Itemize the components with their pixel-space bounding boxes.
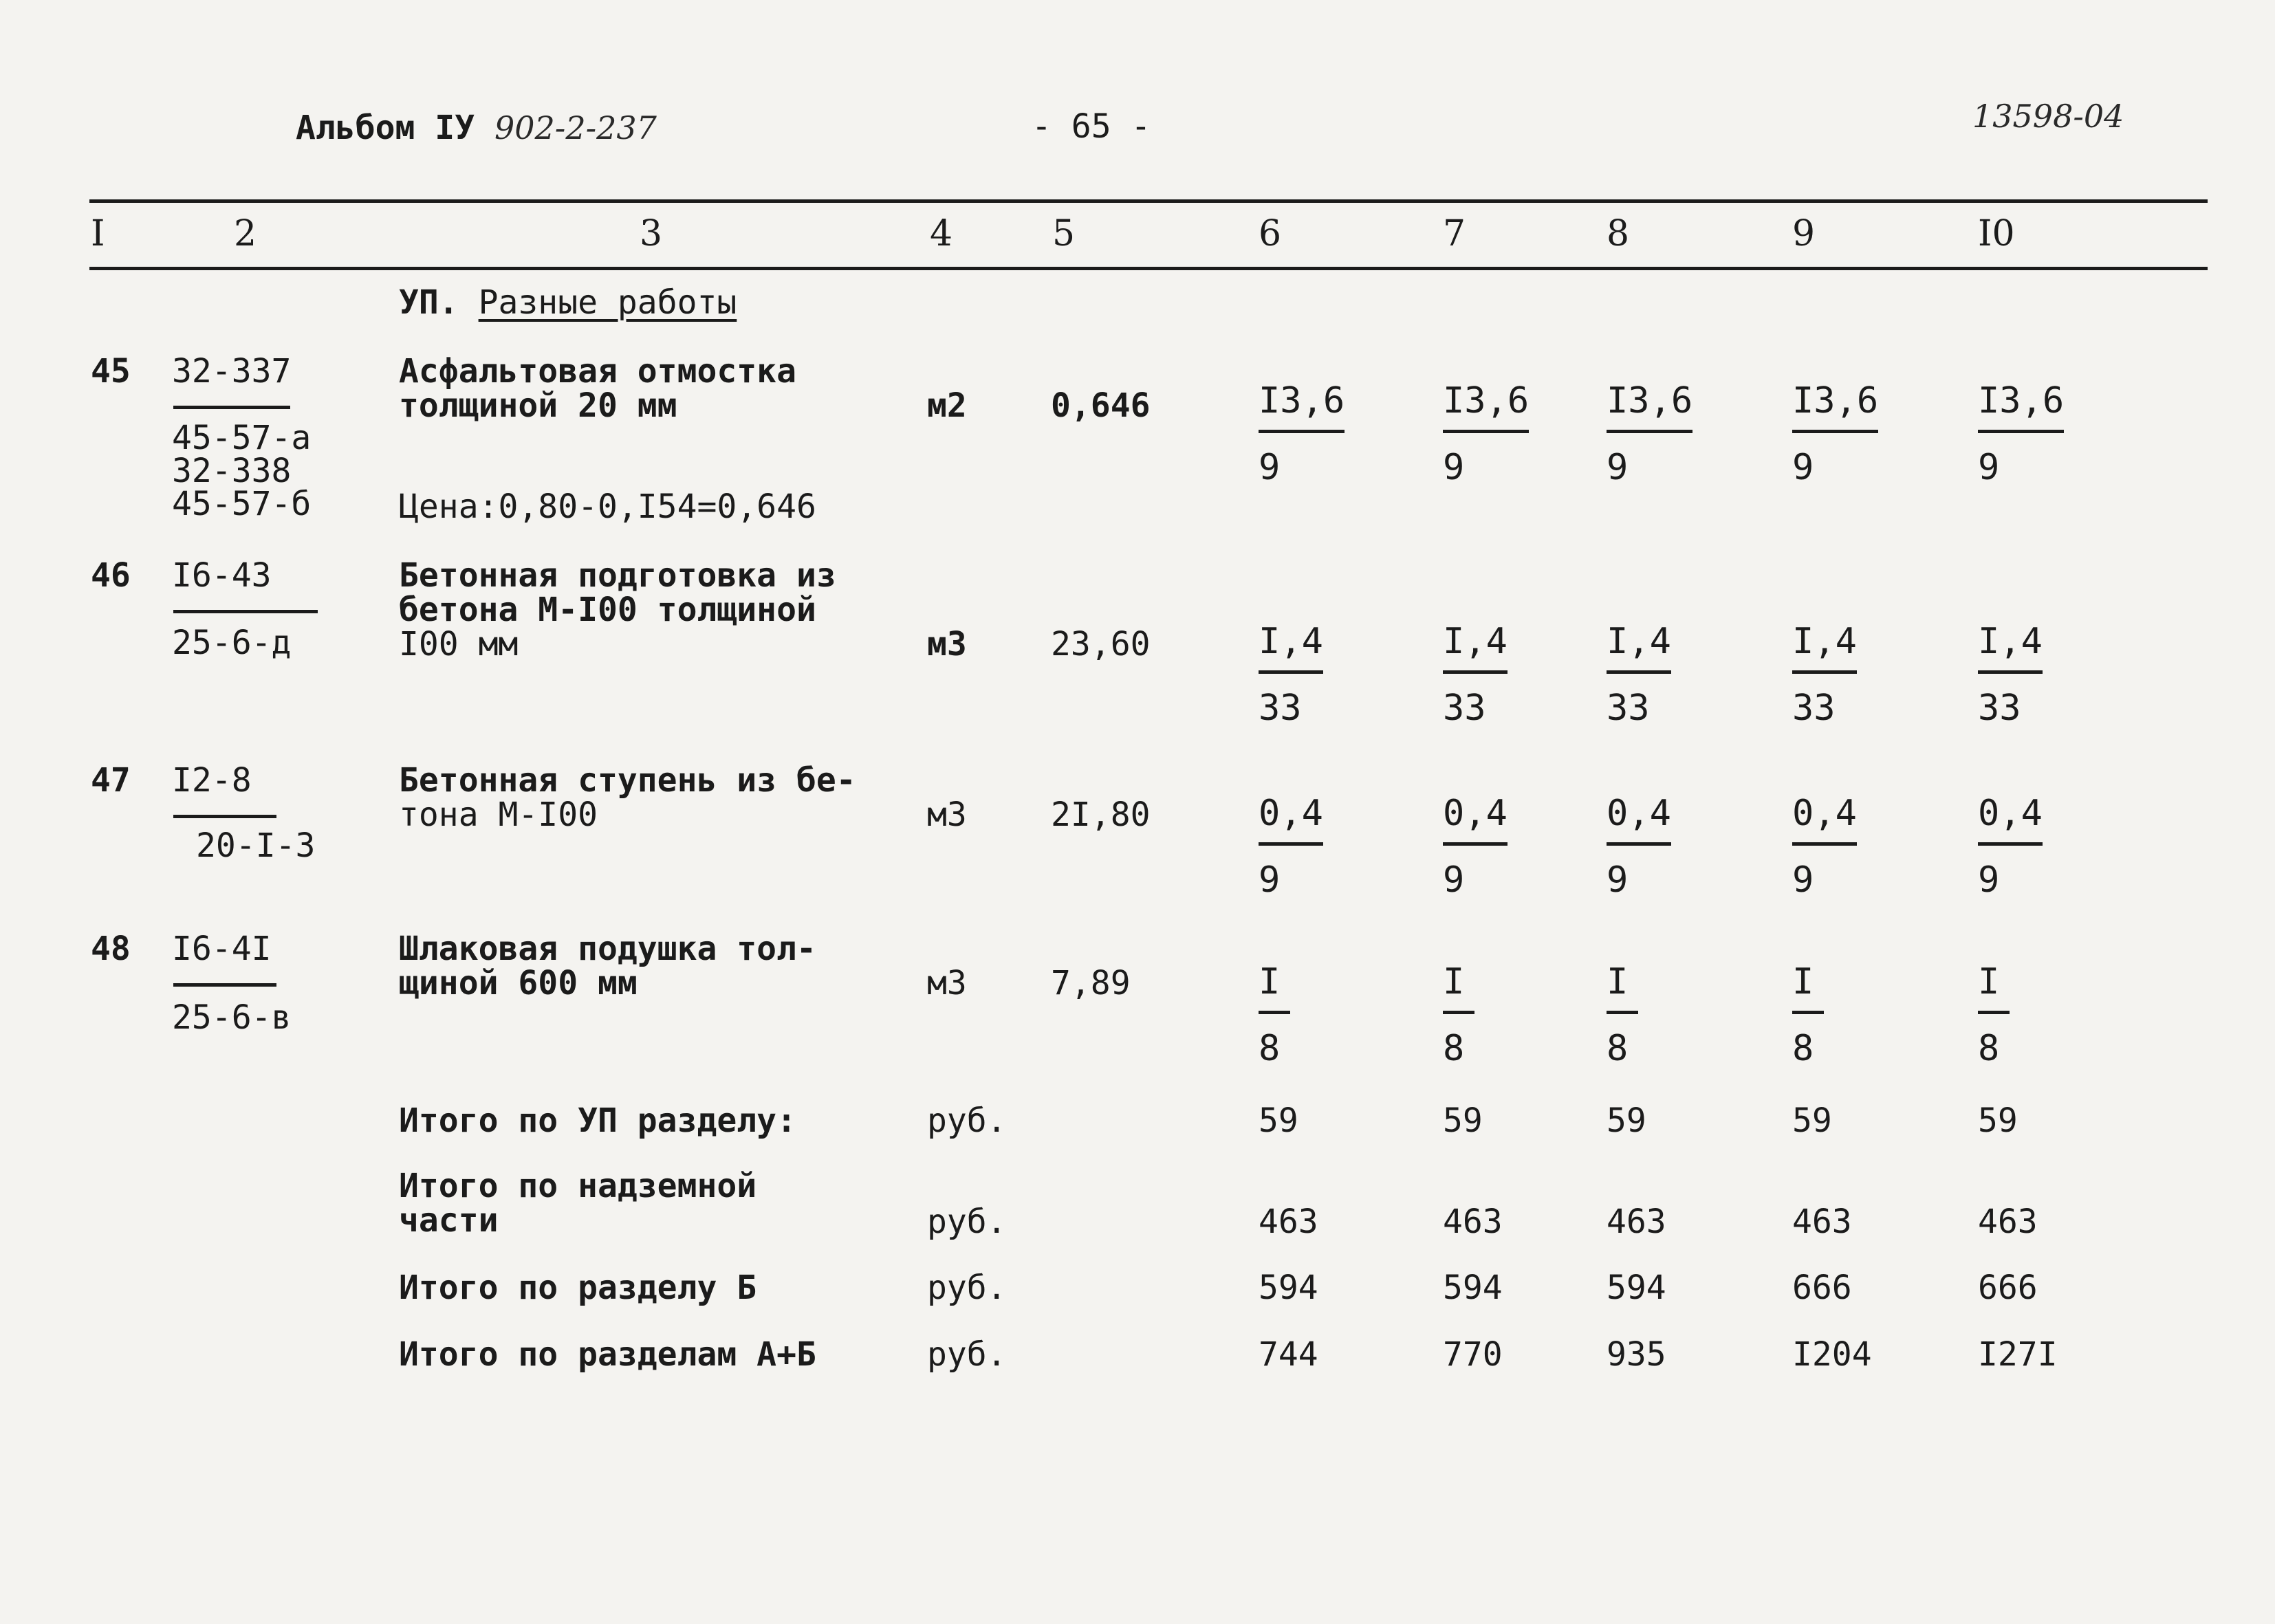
numerator: I3,6	[1607, 380, 1693, 421]
column-header: 6	[1259, 213, 1282, 254]
total-value: 594	[1443, 1269, 1503, 1307]
denominator: 9	[1443, 859, 1465, 901]
fraction-value	[1978, 794, 2043, 899]
work-description-line: Бетонная подготовка из	[399, 556, 836, 595]
quantity: 2I,80	[1051, 795, 1151, 834]
work-description-line: толщиной 20 мм	[399, 386, 677, 425]
fraction-bar	[1978, 670, 2043, 674]
total-value: 463	[1259, 1203, 1318, 1241]
denominator: 8	[1607, 1028, 1629, 1069]
total-value: 594	[1607, 1269, 1666, 1307]
fraction-value	[1607, 622, 1671, 727]
fraction-bar	[1443, 670, 1507, 674]
table-top-rule	[89, 199, 2208, 203]
fraction-bar	[1443, 842, 1507, 846]
fraction-bar	[1792, 1011, 1824, 1014]
fraction-bar	[1259, 1011, 1290, 1014]
work-description-line: тона М-I00	[399, 795, 598, 834]
denominator: 8	[1443, 1028, 1465, 1069]
total-value: 59	[1792, 1101, 1832, 1140]
row-number: 45	[91, 352, 131, 391]
total-value: 666	[1792, 1269, 1852, 1307]
total-value: 463	[1792, 1203, 1852, 1241]
norm-code: 32-338	[172, 452, 292, 490]
fraction-value	[1792, 622, 1857, 727]
total-value: 463	[1978, 1203, 2038, 1241]
column-header: I	[91, 213, 105, 254]
fraction-value	[1443, 382, 1529, 487]
code-divider	[173, 406, 290, 409]
norm-code: 45-57-б	[172, 485, 312, 523]
numerator: I	[1607, 961, 1629, 1002]
fraction-bar	[1259, 670, 1323, 674]
fraction-bar	[1607, 1011, 1638, 1014]
numerator: I3,6	[1259, 380, 1345, 421]
norm-code: 20-I-3	[196, 826, 316, 865]
norm-code: 25-6-в	[172, 998, 292, 1037]
numerator: 0,4	[1259, 793, 1323, 834]
total-unit: руб.	[927, 1203, 1007, 1241]
total-value: 59	[1607, 1101, 1646, 1140]
norm-code: I2-8	[172, 761, 252, 800]
quantity: 23,60	[1051, 625, 1151, 663]
total-value: 770	[1443, 1335, 1503, 1374]
denominator: 9	[1792, 859, 1814, 901]
denominator: 9	[1607, 859, 1629, 901]
code-divider	[173, 815, 276, 818]
quantity: 0,646	[1051, 386, 1151, 425]
table-header-rule	[89, 267, 2208, 270]
album-title: Альбом IУ	[296, 109, 475, 147]
numerator: I,4	[1607, 621, 1671, 662]
work-description-line: I00 мм	[399, 625, 519, 663]
fraction-value	[1978, 622, 2043, 727]
row-number: 47	[91, 761, 131, 800]
price-note: Цена:0,80-0,I54=0,646	[399, 487, 816, 526]
row-number: 48	[91, 930, 131, 968]
fraction-value	[1443, 963, 1474, 1068]
total-label: Итого по разделу Б	[399, 1269, 757, 1307]
fraction-value	[1792, 963, 1824, 1068]
fraction-bar	[1607, 842, 1671, 846]
numerator: I,4	[1978, 621, 2043, 662]
work-description-line: Шлаковая подушка тол-	[399, 930, 816, 968]
numerator: I,4	[1259, 621, 1323, 662]
denominator: 9	[1259, 859, 1281, 901]
section-title	[399, 285, 737, 320]
numerator: 0,4	[1978, 793, 2043, 834]
total-value: 59	[1443, 1101, 1483, 1140]
numerator: I	[1443, 961, 1465, 1002]
album-label	[296, 109, 657, 147]
fraction-value	[1607, 382, 1692, 487]
column-header: 5	[1052, 213, 1076, 254]
total-label: Итого по УП разделу:	[399, 1101, 796, 1140]
denominator: 9	[1978, 859, 2000, 901]
fraction-bar	[1978, 1011, 2010, 1014]
numerator: 0,4	[1792, 793, 1857, 834]
norm-code: 45-57-а	[172, 419, 312, 457]
denominator: 8	[1259, 1028, 1281, 1069]
column-header: 8	[1607, 213, 1630, 254]
fraction-value	[1259, 622, 1323, 727]
fraction-bar	[1443, 430, 1529, 433]
fraction-value	[1259, 794, 1323, 899]
work-description-line: щиной 600 мм	[399, 964, 638, 1002]
total-value: 59	[1978, 1101, 2018, 1140]
fraction-bar	[1607, 430, 1692, 433]
total-label: Итого по разделам А+Б	[399, 1335, 816, 1374]
total-label: части	[399, 1201, 499, 1240]
album-handwritten-number: 902-2-237	[494, 109, 657, 146]
work-description-line: Бетонная ступень из бе-	[399, 761, 856, 800]
total-value: 935	[1607, 1335, 1666, 1374]
denominator: 9	[1792, 447, 1814, 488]
numerator: I	[1792, 961, 1814, 1002]
denominator: 8	[1978, 1028, 2000, 1069]
fraction-value	[1978, 963, 2010, 1068]
numerator: I,4	[1443, 621, 1507, 662]
section-name: Разные работы	[478, 283, 737, 322]
denominator: 9	[1607, 447, 1629, 488]
column-header: I0	[1978, 213, 2015, 254]
total-unit: руб.	[927, 1335, 1007, 1374]
fraction-bar	[1792, 430, 1878, 433]
fraction-value	[1443, 794, 1507, 899]
quantity: 7,89	[1051, 964, 1131, 1002]
column-header: 7	[1443, 213, 1466, 254]
fraction-bar	[1978, 842, 2043, 846]
total-value: I204	[1792, 1335, 1872, 1374]
total-value: 594	[1259, 1269, 1318, 1307]
numerator: I,4	[1792, 621, 1857, 662]
numerator: 0,4	[1443, 793, 1507, 834]
norm-code: 32-337	[172, 352, 292, 391]
fraction-value	[1792, 794, 1857, 899]
total-value: 463	[1607, 1203, 1666, 1241]
denominator: 33	[1259, 688, 1302, 729]
numerator: I	[1259, 961, 1281, 1002]
row-number: 46	[91, 556, 131, 595]
fraction-bar	[1792, 842, 1857, 846]
total-label: Итого по надземной	[399, 1167, 757, 1205]
column-header: 9	[1792, 213, 1816, 254]
column-header: 2	[234, 213, 257, 254]
fraction-bar	[1259, 842, 1323, 846]
denominator: 9	[1259, 447, 1281, 488]
fraction-value	[1443, 622, 1507, 727]
denominator: 9	[1978, 447, 2000, 488]
numerator: I3,6	[1443, 380, 1530, 421]
denominator: 33	[1978, 688, 2021, 729]
numerator: I3,6	[1792, 380, 1879, 421]
total-value: 744	[1259, 1335, 1318, 1374]
unit: м2	[927, 386, 967, 425]
numerator: 0,4	[1607, 793, 1671, 834]
norm-code: 25-6-д	[172, 624, 292, 662]
fraction-bar	[1443, 1011, 1474, 1014]
unit: м3	[927, 964, 967, 1002]
fraction-value	[1607, 794, 1671, 899]
denominator: 8	[1792, 1028, 1814, 1069]
code-divider	[173, 610, 318, 613]
denominator: 33	[1607, 688, 1650, 729]
total-value: I27I	[1978, 1335, 2058, 1374]
fraction-value	[1792, 382, 1878, 487]
column-header: 3	[640, 213, 663, 254]
total-value: 463	[1443, 1203, 1503, 1241]
fraction-bar	[1259, 430, 1345, 433]
total-value: 59	[1259, 1101, 1298, 1140]
denominator: 9	[1443, 447, 1465, 488]
page-number: - 65 -	[1032, 107, 1151, 146]
section-prefix: УП.	[399, 283, 459, 322]
numerator: I	[1978, 961, 2000, 1002]
fraction-bar	[1978, 430, 2064, 433]
fraction-value	[1259, 382, 1345, 487]
fraction-value	[1978, 382, 2064, 487]
norm-code: I6-43	[172, 556, 272, 595]
total-unit: руб.	[927, 1269, 1007, 1307]
unit: м3	[927, 625, 967, 663]
fraction-value	[1607, 963, 1638, 1068]
total-value: 666	[1978, 1269, 2038, 1307]
code-divider	[173, 983, 276, 987]
work-description-line: бетона М-I00 толщиной	[399, 591, 816, 629]
column-header: 4	[930, 213, 953, 254]
work-description-line: Асфальтовая отмостка	[399, 352, 796, 391]
fraction-value	[1259, 963, 1290, 1068]
archive-stamp: 13598-04	[1972, 98, 2124, 135]
denominator: 33	[1443, 688, 1486, 729]
fraction-bar	[1792, 670, 1857, 674]
denominator: 33	[1792, 688, 1836, 729]
numerator: I3,6	[1978, 380, 2065, 421]
fraction-bar	[1607, 670, 1671, 674]
unit: м3	[927, 795, 967, 834]
norm-code: I6-4I	[172, 930, 272, 968]
total-unit: руб.	[927, 1101, 1007, 1140]
